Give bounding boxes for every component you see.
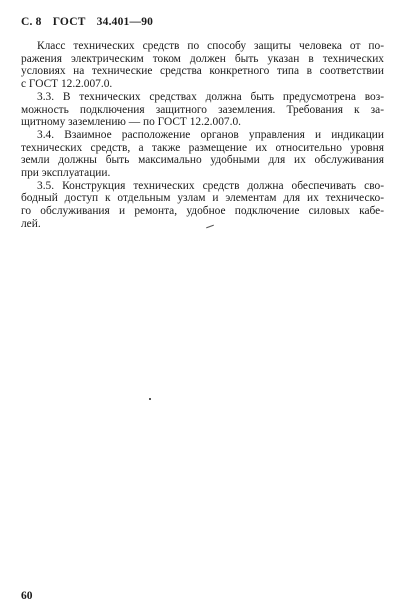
scan-dot xyxy=(149,398,151,400)
body-text xyxy=(21,40,384,231)
text-line: го обслуживания и ремонта, удобное подключение силовых кабе- xyxy=(21,205,384,218)
standard-number: 34.401—90 xyxy=(96,16,154,28)
text-line: бодный доступ к отдельным узлам и элементам для их техническо- xyxy=(21,192,384,205)
paragraph-3-3 xyxy=(21,91,384,129)
text-line: 3.3. В технических средствах должна быть предусмотрена воз- xyxy=(37,90,384,103)
running-header xyxy=(21,16,161,28)
paragraph-3-5 xyxy=(21,180,384,231)
text-line: 3.4. Взаимное расположение органов управления и индикации xyxy=(37,128,384,141)
text-line: щитному заземлению — по ГОСТ 12.2.007.0. xyxy=(21,116,241,129)
text-line: с ГОСТ 12.2.007.0. xyxy=(21,78,113,91)
page-prefix: С. 8 xyxy=(21,16,42,28)
text-line: 3.5. Конструкция технических средств должна обеспечивать сво- xyxy=(37,179,384,192)
paragraph-protection-class xyxy=(21,40,384,91)
text-line: лей. xyxy=(21,217,41,230)
text-line: можность подключения защитного заземления. Требования к за- xyxy=(21,103,384,116)
text-line: условиях на технические средства конкретного типа в соответствии xyxy=(21,65,384,78)
text-line: технических средств, а также размещение их относительно уровня xyxy=(21,141,384,154)
text-line: ражения электрическим током должен быть указан в технических xyxy=(21,52,384,65)
paragraph-3-4 xyxy=(21,129,384,180)
page-number: 60 xyxy=(21,590,33,602)
text-line: при эксплуатации. xyxy=(21,167,111,180)
text-line: земли должны быть максимально удобными для их обслуживания xyxy=(21,154,384,167)
text-line: Класс технических средств по способу защиты человека от по- xyxy=(37,40,384,52)
standard-label: ГОСТ xyxy=(52,16,86,28)
